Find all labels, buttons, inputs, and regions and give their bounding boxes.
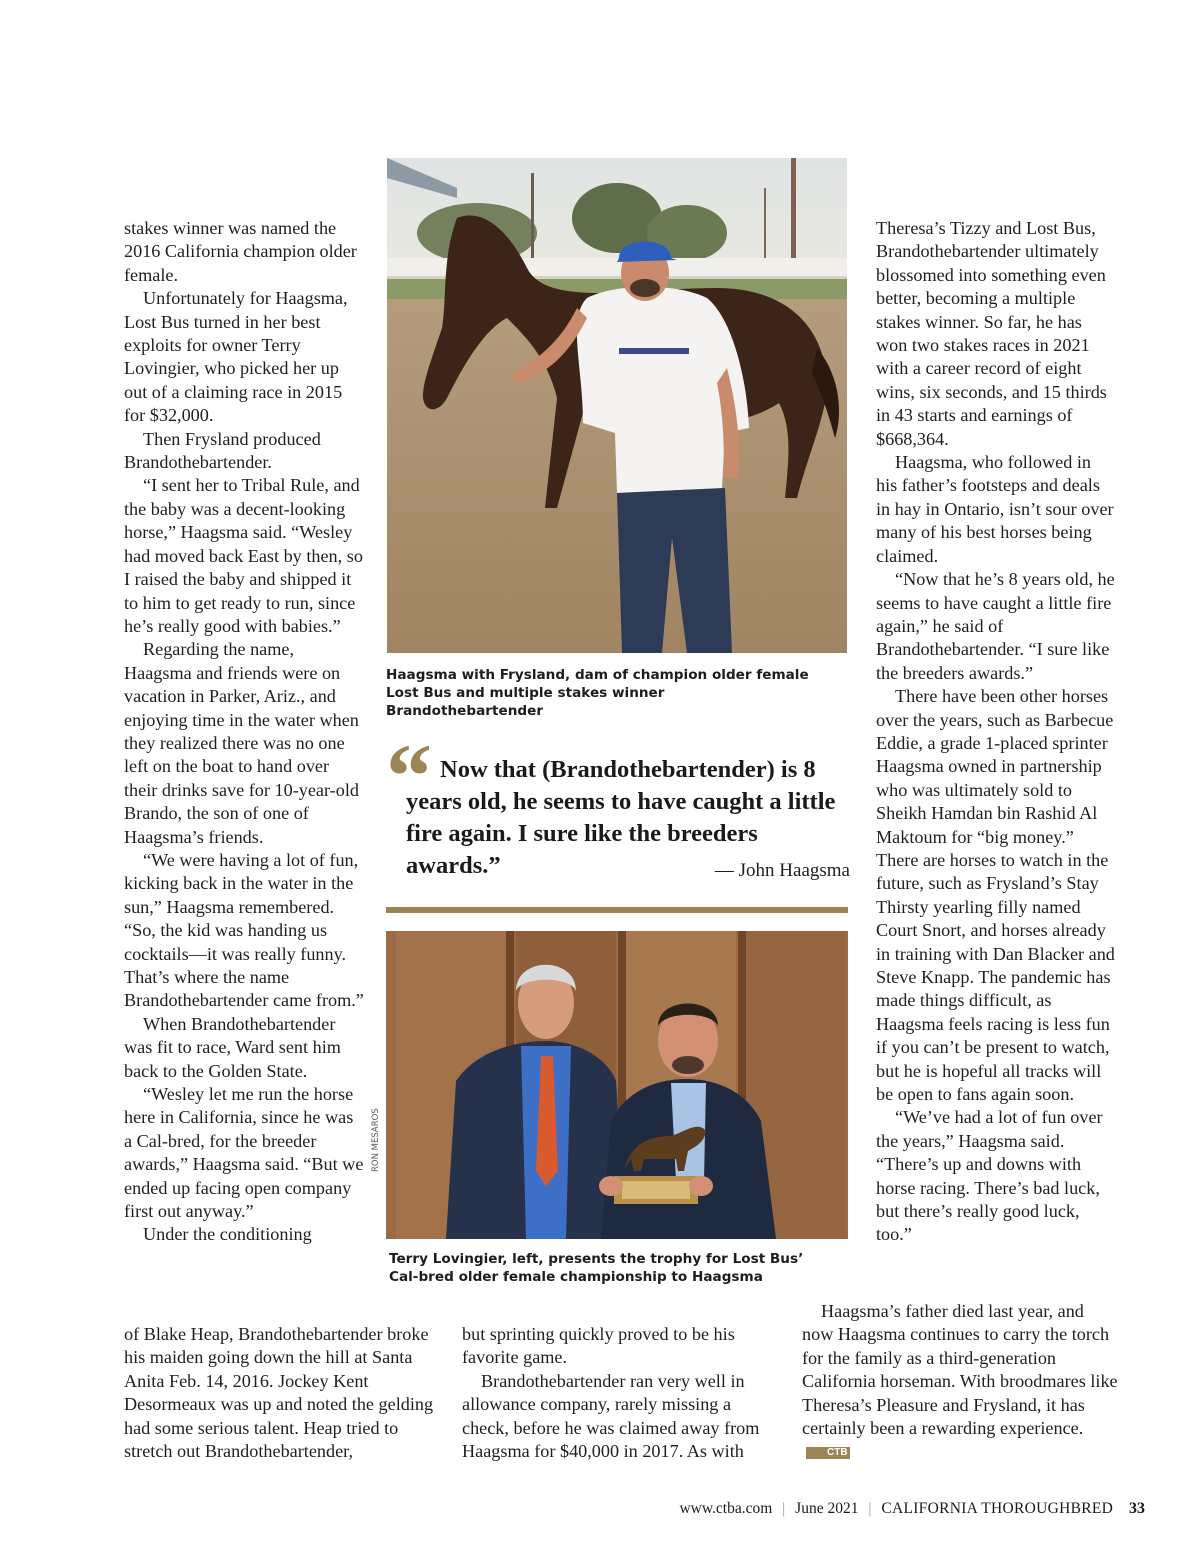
paragraph: Regarding the name, Haagsma and friends were on vacation in Parker, Ariz., and enjoying time in the water when they realized there was no one left on the boat to hand over their drinks save for 10-year-old Brando, the son of one of Haagsma’s friends. [124,639,359,847]
article-column-right-bottom [802,1300,1118,1464]
article-column-left [124,217,364,1247]
quote-mark: “ [386,725,432,827]
article-column-right [876,217,1116,1247]
paragraph: but sprinting quickly proved to be his favorite game. [462,1324,735,1368]
divider [386,907,848,913]
footer-magazine: CALIFORNIA THOROUGHBRED [881,1500,1114,1517]
paragraph: Under the conditioning [143,1224,312,1245]
paragraph: Brandothebartender ran very well in allowance company, rarely missing a check, before he was claimed away from Haagsma for $40,000 in 2017. As with [462,1370,760,1462]
footer-separator: | [782,1500,786,1517]
pull-quote-text: Now that (Brandothebartender) is 8 years old, he seems to have caught a little fire again. I sure like the breeders awards.” [406,756,836,879]
paragraph: Unfortunately for Haagsma, Lost Bus turned in her best exploits for owner Terry Lovingier, who picked her up out of a claiming race in 2015 for $32,000. [124,288,348,426]
pull-quote-attribution: — John Haagsma [714,860,850,881]
paragraph: Theresa’s Tizzy and Lost Bus, Brandothebartender ultimately blossomed into something even better, becoming a multiple stakes winner. So far, he has won two stakes races in 2021 with a career record of eight wins, six seconds, and 15 thirds in 43 starts and earnings of $668,364. [876,218,1107,449]
paragraph: “I sent her to Tribal Rule, and the baby was a decent-looking horse,” Haagsma said. “Wesley had moved back East by then, so I raised the baby and shipped it to him to get ready to run, since he’s really good with babies.” [124,475,363,636]
article-column-left-bottom [124,1323,442,1463]
page-number: 33 [1129,1500,1145,1517]
paragraph-text: Haagsma’s father died last year, and now Haagsma continues to carry the torch for the family as a third-generation California horseman. With broodmares like Theresa’s Pleasure and Frysland, it has certainly been a rewarding experience. [802,1301,1118,1439]
paragraph: “We were having a lot of fun, kicking back in the water in the sun,” Haagsma remembered. “So, the kid was handing us cocktails—it was really funny. That’s where the name Brandothebartender came from.” [124,849,364,1011]
photo-illustration [386,931,848,1239]
page-footer [679,1500,1145,1518]
paragraph: “Now that he’s 8 years old, he seems to have caught a little fire again,” he said of Brandothebartender. “I sure like the breeders awards.” [876,569,1115,683]
photo-caption: Haagsma with Frysland, dam of champion older female Lost Bus and multiple stakes winner Brandothebartender [386,667,809,719]
photo-haagsma-with-frysland [387,158,847,653]
paragraph: There have been other horses over the years, such as Barbecue Eddie, a grade 1-placed sprinter Haagsma owned in partnership who was ultimately sold to Sheikh Hamdan bin Rashid Al Maktoum for “big money.” There are horses to watch in the future, such as Frysland’s Stay Thirsty yearling filly named Court Snort, and horses already in training with Dan Blacker and Steve Knapp. The pandemic has made things difficult, as Haagsma feels racing is less fun if you can’t be present to watch, but he is hopeful all tracks will be open to fans again soon. [876,686,1115,1105]
paragraph: Haagsma, who followed in his father’s footsteps and deals in hay in Ontario, isn’t sour over many of his best horses being claimed. [876,452,1114,566]
footer-separator: | [868,1500,872,1517]
photo-caption: Terry Lovingier, left, presents the trophy for Lost Bus’ Cal-bred older female championship to Haagsma [389,1251,804,1285]
article-column-middle-bottom [462,1323,780,1463]
end-mark-badge: CTB [806,1447,850,1459]
paragraph: of Blake Heap, Brandothebartender broke his maiden going down the hill at Santa Anita Feb. 14, 2016. Jockey Kent Desormeaux was up and noted the gelding had some serious talent. Heap tried to stretch out Brandothebartender, [124,1324,434,1462]
photo-credit: RON MESAROS [371,1108,381,1172]
paragraph: stakes winner was named the 2016 California champion older female. [124,218,357,285]
paragraph: Then Frysland produced Brandothebartender. [124,428,321,473]
footer-website: www.ctba.com [679,1500,773,1517]
paragraph: “We’ve had a lot of fun over the years,” Haagsma said. “There’s up and downs with horse racing. There’s bad luck, but there’s really good luck, too.” [876,1107,1103,1245]
footer-issue: June 2021 [795,1500,859,1517]
paragraph: “Wesley let me run the horse here in California, since he was a Cal-bred, for the breeder awards,” Haagsma said. “But we ended up facing open company first out anyway.” [124,1084,364,1222]
photo-illustration [387,158,847,653]
photo-trophy-presentation [386,931,848,1239]
paragraph: When Brandothebartender was fit to race, Ward sent him back to the Golden State. [124,1013,341,1081]
paragraph [802,1300,1118,1464]
